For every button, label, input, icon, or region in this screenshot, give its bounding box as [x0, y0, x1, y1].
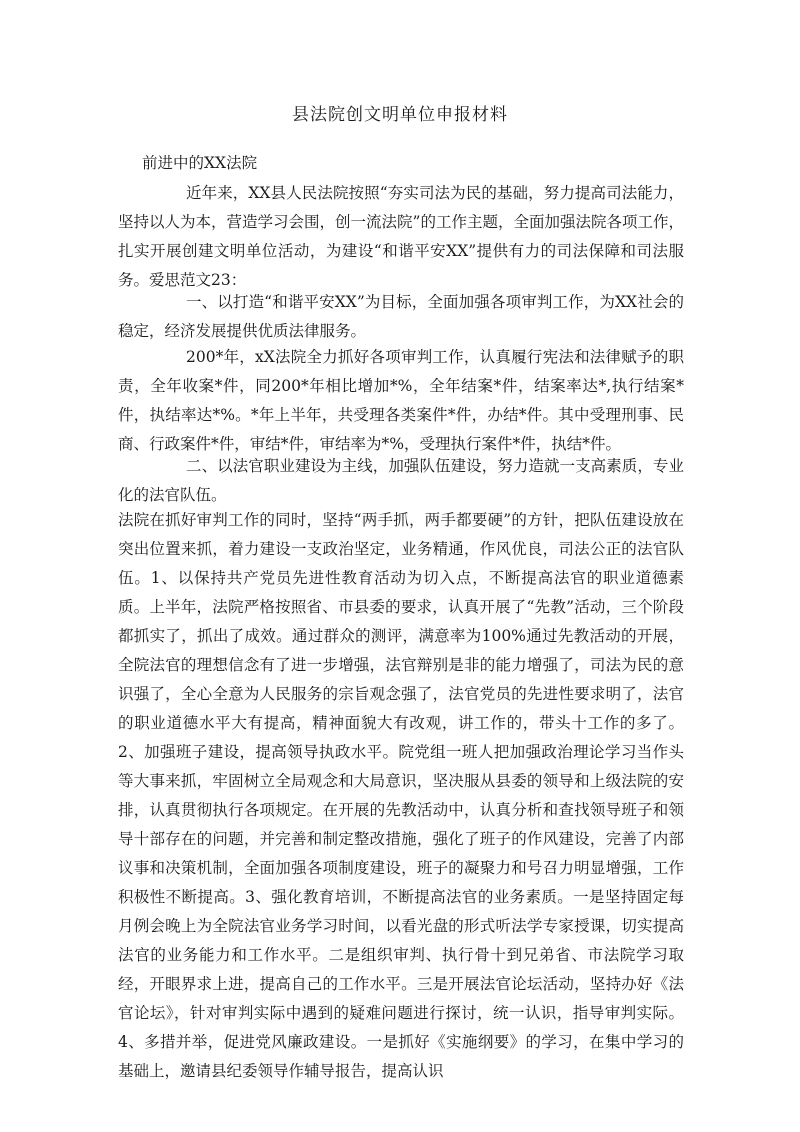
paragraph-intro [118, 179, 684, 295]
paragraph-text: 一、以打造“和谐平安XX”为目标，全面加强各项审判工作，为XX社会的稳定，经济发展提供优质法律服务。 [118, 293, 684, 340]
document-title: 县法院创文明单位申报材料 [292, 105, 508, 125]
paragraph-section-2 [118, 452, 684, 510]
paragraph-text: 200*年，xX法院全力抓好各项审判工作，认真履行宪法和法律赋予的职责，全年收案*件，同200*年相比增加*%，全年结案*件，结案率达*,执行结案*件，执结率达*%。*年上半年，共受理各类案件*件，办结*件。其中受理刑事、民商、行政案件*件，审结*件，审结率为*%，受理执行案件*件，执结*件。 [118, 348, 684, 453]
paragraph-text: 二、以法官职业建设为主线，加强队伍建设，努力造就一支高素质，专业化的法官队伍。 [118, 457, 684, 504]
paragraph-text: 近年来，XX县人民法院按照“夯实司法为民的基础，努力提高司法能力，坚持以人为本，营造学习会围，创一流法院”的工作主题，全面加强法院各项工作，扎实开展创建文明单位活动，为建设“和谐平安XX”提供有力的司法保障和司法服务。爱思范文23： [118, 184, 684, 289]
paragraph-stats [118, 343, 684, 459]
document-subtitle: 前进中的XX法院 [142, 154, 258, 172]
paragraph-team [118, 506, 684, 1086]
paragraph-text: 法院在抓好审判工作的同时，坚持“两手抓，两手都要硬”的方针，把队伍建设放在突出位置来抓，着力建设一支政治坚定，业务精通，作风优良，司法公正的法官队伍。1、以保持共产党员先进性教育活动为切入点，不断提高法官的职业道德素质。上半年，法院严格按照省、市县委的要求，认真开展了“先教”活动，三个阶段都抓实了，抓出了成效。通过群众的测评，满意率为100%通过先教活动的开展，全院法官的理想信念有了进一步增强，法官辩别是非的能力增强了，司法为民的意识强了，全心全意为人民服务的宗旨观念强了，法官党员的先进性要求明了，法官的职业道德水平大有提高，精神面貌大有改观，讲工作的，带头十工作的多了。2、加强班子建设，提高领导执政水平。院党组一班人把加强政治理论学习当作头等大事来抓，牢固树立全局观念和大局意识，坚决服从县委的领导和上级法院的安排，认真贯彻执行各项规定。在开展的先教活动中，认真分析和查找领导班子和领导十部存在的问题，并完善和制定整改措施，强化了班子的作风建设，完善了内部议事和决策机制，全面加强各项制度建设，班子的凝聚力和号召力明显增强，工作积极性不断提高。3、强化教育培训，不断提高法官的业务素质。一是坚持固定每月例会晚上为全院法官业务学习时间，以看光盘的形式听法学专家授课，切实提高法官的业务能力和工作水平。二是组织审判、执行骨十到兄弟省、市法院学习取经，开眼界求上进，提高自己的工作水平。三是开展法官论坛活动，坚持办好《法官论坛》，针对审判实际中遇到的疑难问题进行探讨，统一认识，指导审判实际。4、多措并举，促进党风廉政建设。一是抓好《实施纲要》的学习，在集中学习的基础上，邀请县纪委领导作辅导报告，提高认识 [118, 511, 684, 1080]
paragraph-section-1 [118, 288, 684, 346]
